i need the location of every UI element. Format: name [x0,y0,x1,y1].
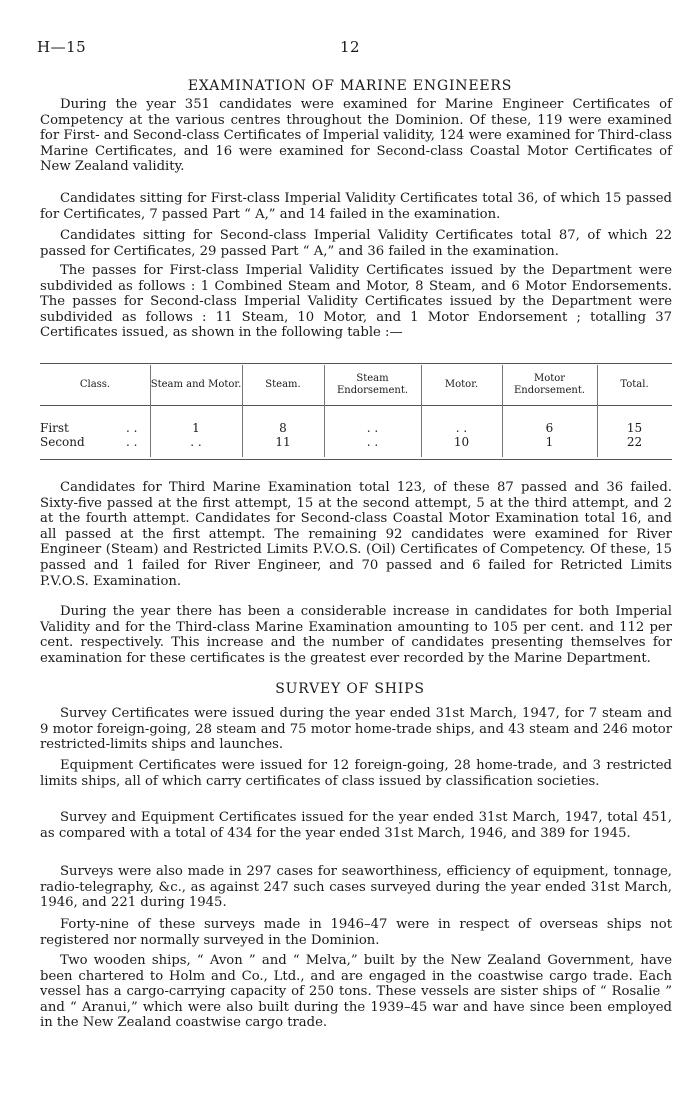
column-header: Steam and Motor. [150,379,242,390]
paragraph-text: Two wooden ships, “ Avon ” and “ Melva,” built by the New Zealand Government, have been chartered to Holm and Co., Ltd., and are engaged in the coastwise cargo trade. Each vessel has a cargo-carrying capacity of 250 tons. These vessels are sister ships of “ Rosalie ” and “ Aranui,” which were also built during the 1939–45 war and have since been employed in the New Zealand coastwise cargo trade. [40,953,672,1031]
column-header: Steam. [265,379,301,390]
page-reference: H—15 [37,38,87,56]
row-label: Second [40,435,85,449]
column-header: Motor. [444,379,479,390]
paragraph-text: During the year 351 candidates were examined for Marine Engineer Certificates of Competency at the various centres throughout the Dominion. Of these, 119 were examined for First- and Second-class Certificates of Imperial validity, 124 were examined for Third-class Marine Certificates, and 16 were examined for Second-class Coastal Motor Certificates of New Zealand validity. [40,97,672,175]
paragraph-text: Forty-nine of these surveys made in 1946–47 were in respect of overseas ships not registered nor normally surveyed in the Dominion. [40,917,672,948]
column-header: Steam Endorsement. [336,373,409,396]
table-rule [40,363,672,364]
paragraph-text: The passes for First-class Imperial Validity Certificates issued by the Department were subdivided as follows : 1 Combined Steam and Motor, 8 Steam, and 6 Motor Endorsements. The passes for Second-class Imperial Validity Certificates issued by the Department were subdivided as follows : 11 Steam, 10 Motor, and 1 Motor Endorsement ; totalling 37 Certificates issued, as shown in the following table :— [40,263,672,341]
table-cell: 15 [626,421,643,435]
paragraph-text: Survey Certificates were issued during the year ended 31st March, 1947, for 7 steam and 9 motor foreign-going, 28 steam and 75 motor home-trade ships, and 43 steam and 246 motor restricted-limits ships and launches. [40,706,672,753]
section-title-survey-of-ships: SURVEY OF SHIPS [275,681,425,697]
table-cell: 1 [192,421,200,435]
paragraph [40,604,672,666]
paragraph [40,706,672,753]
column-header: Motor Endorsement. [513,373,586,396]
paragraph [40,97,672,175]
table-cell: . . [190,435,202,449]
paragraph [40,810,672,841]
paragraph-text: Survey and Equipment Certificates issued for the year ended 31st March, 1947, total 451, as compared with a total of 434 for the year ended 31st March, 1946, and 389 for 1945. [40,810,672,841]
table-cell: 11 [275,435,291,449]
table-cell: 6 [545,421,554,435]
table-cell: . . [455,421,468,435]
paragraph [40,758,672,789]
paragraph [40,917,672,948]
row-label: First [40,421,69,435]
table-cell: . . [366,421,379,435]
leader-dots: . . [126,435,138,449]
page-number: 12 [340,38,361,56]
table-rule [40,459,672,460]
section-title-marine-engineers: EXAMINATION OF MARINE ENGINEERS [187,78,513,94]
paragraph [40,480,672,589]
paragraph-text: Candidates for Third Marine Examination total 123, of these 87 passed and 36 failed. Sixty-five passed at the first attempt, 15 at the second attempt, 5 at the third attempt, and 2 at the fourth attempt. Candidates for Second-class Coastal Motor Examination total 16, and all passed at the first attempt. The remaining 92 candidates were examined for River Engineer (Steam) and Restricted Limits P.V.O.S. (Oil) Certificates of Competency. Of these, 15 passed and 1 failed for River Engineer, and 70 passed and 6 failed for Retricted Limits P.V.O.S. Examination. [40,480,672,589]
paragraph-text: Surveys were also made in 297 cases for seaworthiness, efficiency of equipment, tonnage, radio-telegraphy, &c., as against 247 such cases surveyed during the year ended 31st March, 1946, and 221 during 1945. [40,864,672,911]
paragraph-text: During the year there has been a considerable increase in candidates for both Imperial Validity and for the Third-class Marine Examination amounting to 105 per cent. and 112 per cent. respectively. This increase and the number of candidates presenting themselves for examination for these certificates is the greatest ever recorded by the Marine Department. [40,604,672,666]
paragraph [40,228,672,259]
paragraph [40,953,672,1031]
paragraph-text: Candidates sitting for Second-class Imperial Validity Certificates total 87, of which 22 passed for Certificates, 29 passed Part “ A,” and 36 failed in the examination. [40,228,672,259]
paragraph [40,191,672,222]
table-cell: 22 [626,435,643,449]
table-cell: . . [366,435,379,449]
table-cell: 8 [279,421,287,435]
paragraph [40,864,672,911]
table-cell: 10 [453,435,470,449]
paragraph-text: Candidates sitting for First-class Imperial Validity Certificates total 36, of which 15 passed for Certificates, 7 passed Part “ A,” and 14 failed in the examination. [40,191,672,222]
table-cell: 1 [545,435,554,449]
paragraph [40,263,672,341]
paragraph-text: Equipment Certificates were issued for 12 foreign-going, 28 home-trade, and 3 restricted limits ships, all of which carry certificates of class issued by classification societies. [40,758,672,789]
column-header: Total. [620,379,649,390]
leader-dots: . . [126,421,138,435]
column-header: Class. [79,379,111,390]
table-rule [40,405,672,406]
certificates-table [40,363,672,453]
